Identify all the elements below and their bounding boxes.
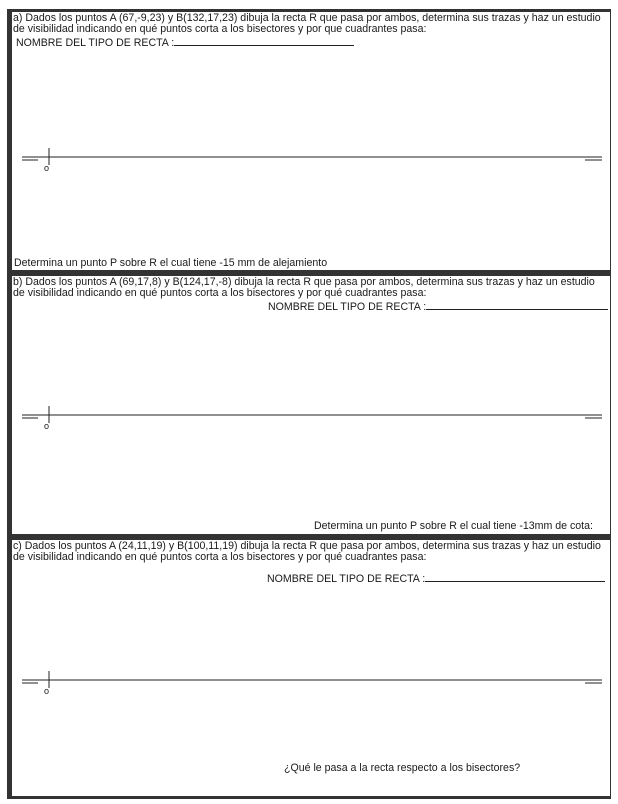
line-type-answer — [268, 300, 608, 313]
exercise-footer: ¿Qué le pasa a la recta respecto a los bisectores? — [284, 762, 521, 774]
origin-marker: o — [44, 421, 50, 431]
exercise-statement: b) Dados los puntos A (69,17,8) y B(124,17,-8) dibuja la recta R que pasa por ambos, determina sus trazas y haz un estudio de visibilidad indicando en qué puntos corta a los bisectores y por qué cuadrantes pasa: — [13, 276, 595, 299]
answer-blank[interactable] — [426, 300, 608, 310]
ground-line-axis — [12, 146, 610, 170]
line-type-answer — [16, 36, 354, 49]
origin-marker: o — [44, 163, 50, 173]
origin-marker: o — [44, 686, 50, 696]
answer-blank[interactable] — [174, 36, 354, 46]
line-type-label: NOMBRE DEL TIPO DE RECTA : — [16, 37, 175, 49]
ground-line-axis — [12, 404, 610, 428]
exercise-statement: a) Dados los puntos A (67,-9,23) y B(132,17,23) dibuja la recta R que pasa por ambos, determina sus trazas y haz un estudio de visibilidad indicando en qué puntos corta a los bisectores y por que cuadrantes pasa: — [13, 12, 601, 35]
line-type-answer — [267, 572, 605, 585]
exercise-panel-b — [12, 276, 610, 534]
exercise-footer: Determina un punto P sobre R el cual tiene -15 mm de alejamiento — [14, 257, 328, 269]
exercise-panel-a — [12, 12, 610, 270]
exercise-statement: c) Dados los puntos A (24,11,19) y B(100,11,19) dibuja la recta R que pasa por ambos, determina sus trazas y haz un estudio de visibilidad indicando en qué puntos corta a los bisectores y por qué cuadrantes pasa: — [13, 540, 601, 563]
ground-line-axis — [12, 669, 610, 693]
line-type-label: NOMBRE DEL TIPO DE RECTA : — [267, 573, 426, 585]
answer-blank[interactable] — [425, 572, 605, 582]
exercise-panel-c — [12, 540, 610, 796]
line-type-label: NOMBRE DEL TIPO DE RECTA : — [268, 301, 427, 313]
exercise-footer: Determina un punto P sobre R el cual tiene -13mm de cota: — [314, 520, 593, 532]
